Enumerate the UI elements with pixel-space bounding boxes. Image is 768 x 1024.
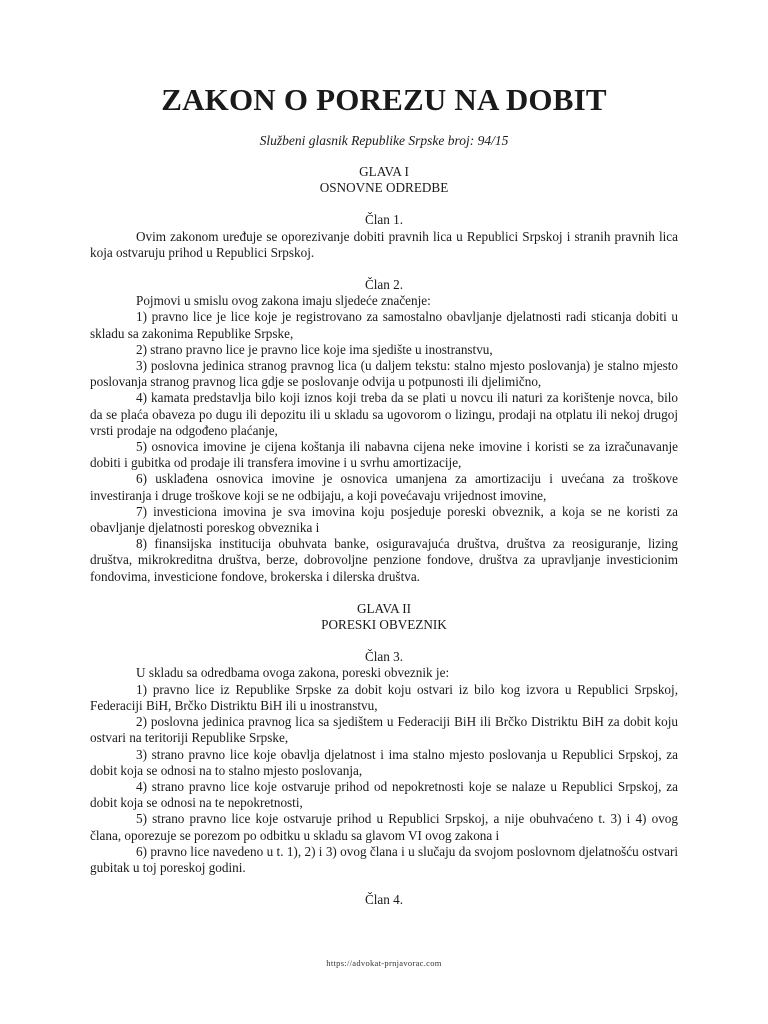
article-heading: Član 4. — [364, 892, 404, 908]
list-item: 1) pravno lice iz Republike Srpske za dobit koju ostvari iz bilo kog izvora u Republici Srpskoj, Federaciji BiH, Brčko Distriktu BiH ili u inostranstvu, — [90, 681, 678, 713]
article-intro: U skladu sa odredbama ovoga zakona, poreski obveznik je: — [136, 665, 450, 681]
document-body — [90, 164, 678, 908]
article-paragraph: Ovim zakonom uređuje se oporezivanje dobiti pravnih lica u Republici Srpskoj i stranih pravnih lica koja ostvaruju prihod u Republici Srpskoj. — [90, 228, 678, 260]
list-item: 4) kamata predstavlja bilo koji iznos koji treba da se plati u novcu ili naturi za korištenje novca, bilo da se plaća obaveza po dugu ili depozitu ili u skladu sa ugovorom o lizingu, prodaji na otplatu ili nekoj drugoj vrsti prodaje na odgođeno plaćanje, — [90, 390, 678, 438]
list-item: 5) strano pravno lice koje ostvaruje prihod u Republici Srpskoj, a nije obuhvaćeno t. 3) i 4) ovog člana, oporezuje se porezom po odbitku u skladu sa glavom VI ovog zakona i — [90, 811, 678, 843]
chapter-heading: GLAVA I — [359, 164, 409, 179]
list-item: 6) usklađena osnovica imovine je osnovica umanjena za amortizaciju i uvećana za troškove investiranja i druge troškove koji se ne odbijaju, a koji povećavaju vrijednost imovine, — [90, 471, 678, 503]
list-item: 4) strano pravno lice koje ostvaruje prihod od nepokretnosti koje se nalaze u Republici Srpskoj, za dobit koja se odnosi na te nepokretnosti, — [90, 778, 678, 811]
list-item: 5) osnovica imovine je cijena koštanja ili nabavna cijena neke imovine i koristi se za izračunavanje dobiti i gubitka od prodaje ili transfera imovine i u svrhu amortizacije, — [90, 439, 678, 471]
list-item: 8) finansijska institucija obuhvata banke, osiguravajuća društva, društva za reosiguranje, lizing društva, mikrokreditna društva, berze, dobrovoljne penzione fondove, društva za upravljanje investicionim fondovima, investicione fondove, brokerska i dilerska društva. — [90, 536, 678, 584]
chapter-name: OSNOVNE ODREDBE — [319, 180, 449, 196]
document-title: ZAKON O POREZU NA DOBIT — [161, 82, 607, 117]
chapter-name: PORESKI OBVEZNIK — [321, 617, 447, 633]
list-item: 1) pravno lice je lice koje je registrovano za samostalno obavljanje djelatnosti radi sticanja dobiti u skladu sa zakonima Republike Srpske, — [90, 309, 678, 341]
article-intro: Pojmovi u smislu ovog zakona imaju sljedeće značenje: — [136, 293, 431, 309]
document-subtitle: Službeni glasnik Republike Srpske broj: 94/15 — [259, 133, 509, 148]
list-item: 3) strano pravno lice koje obavlja djelatnost i ima stalno mjesto poslovanja u Republici Srpskoj, za dobit koja se odnosi na to stalno mjesto poslovanja, — [90, 746, 678, 778]
page-footer-url: https://advokat-prnjavorac.com — [326, 958, 442, 968]
list-item: 7) investiciona imovina je sva imovina koju posjeduje poreski obveznik, a koja se ne koristi za obavljanje djelatnosti poreskog obveznika i — [90, 503, 678, 536]
list-item: 6) pravno lice navedeno u t. 1), 2) i 3) ovog člana i u slučaju da svojom poslovnom djelatnošću ostvari gubitak u toj poreskoj godini. — [90, 843, 678, 875]
article-heading: Član 2. — [364, 277, 404, 293]
list-item: 3) poslovna jedinica stranog pravnog lica (u daljem tekstu: stalno mjesto poslovanja) je stalno mjesto poslovanja stranog pravnog lica gdje se poslovanje odvija u potpunosti ili djelimično, — [90, 358, 678, 390]
list-item: 2) strano pravno lice je pravno lice koje ima sjedište u inostranstvu, — [136, 341, 493, 357]
article-heading: Član 1. — [364, 212, 404, 228]
list-item: 2) poslovna jedinica pravnog lica sa sjedištem u Federaciji BiH ili Brčko Distriktu BiH za dobit koju ostvari na teritoriji Republike Srpske, — [90, 714, 678, 746]
chapter-heading: GLAVA II — [356, 600, 412, 616]
article-heading: Član 3. — [364, 649, 404, 665]
